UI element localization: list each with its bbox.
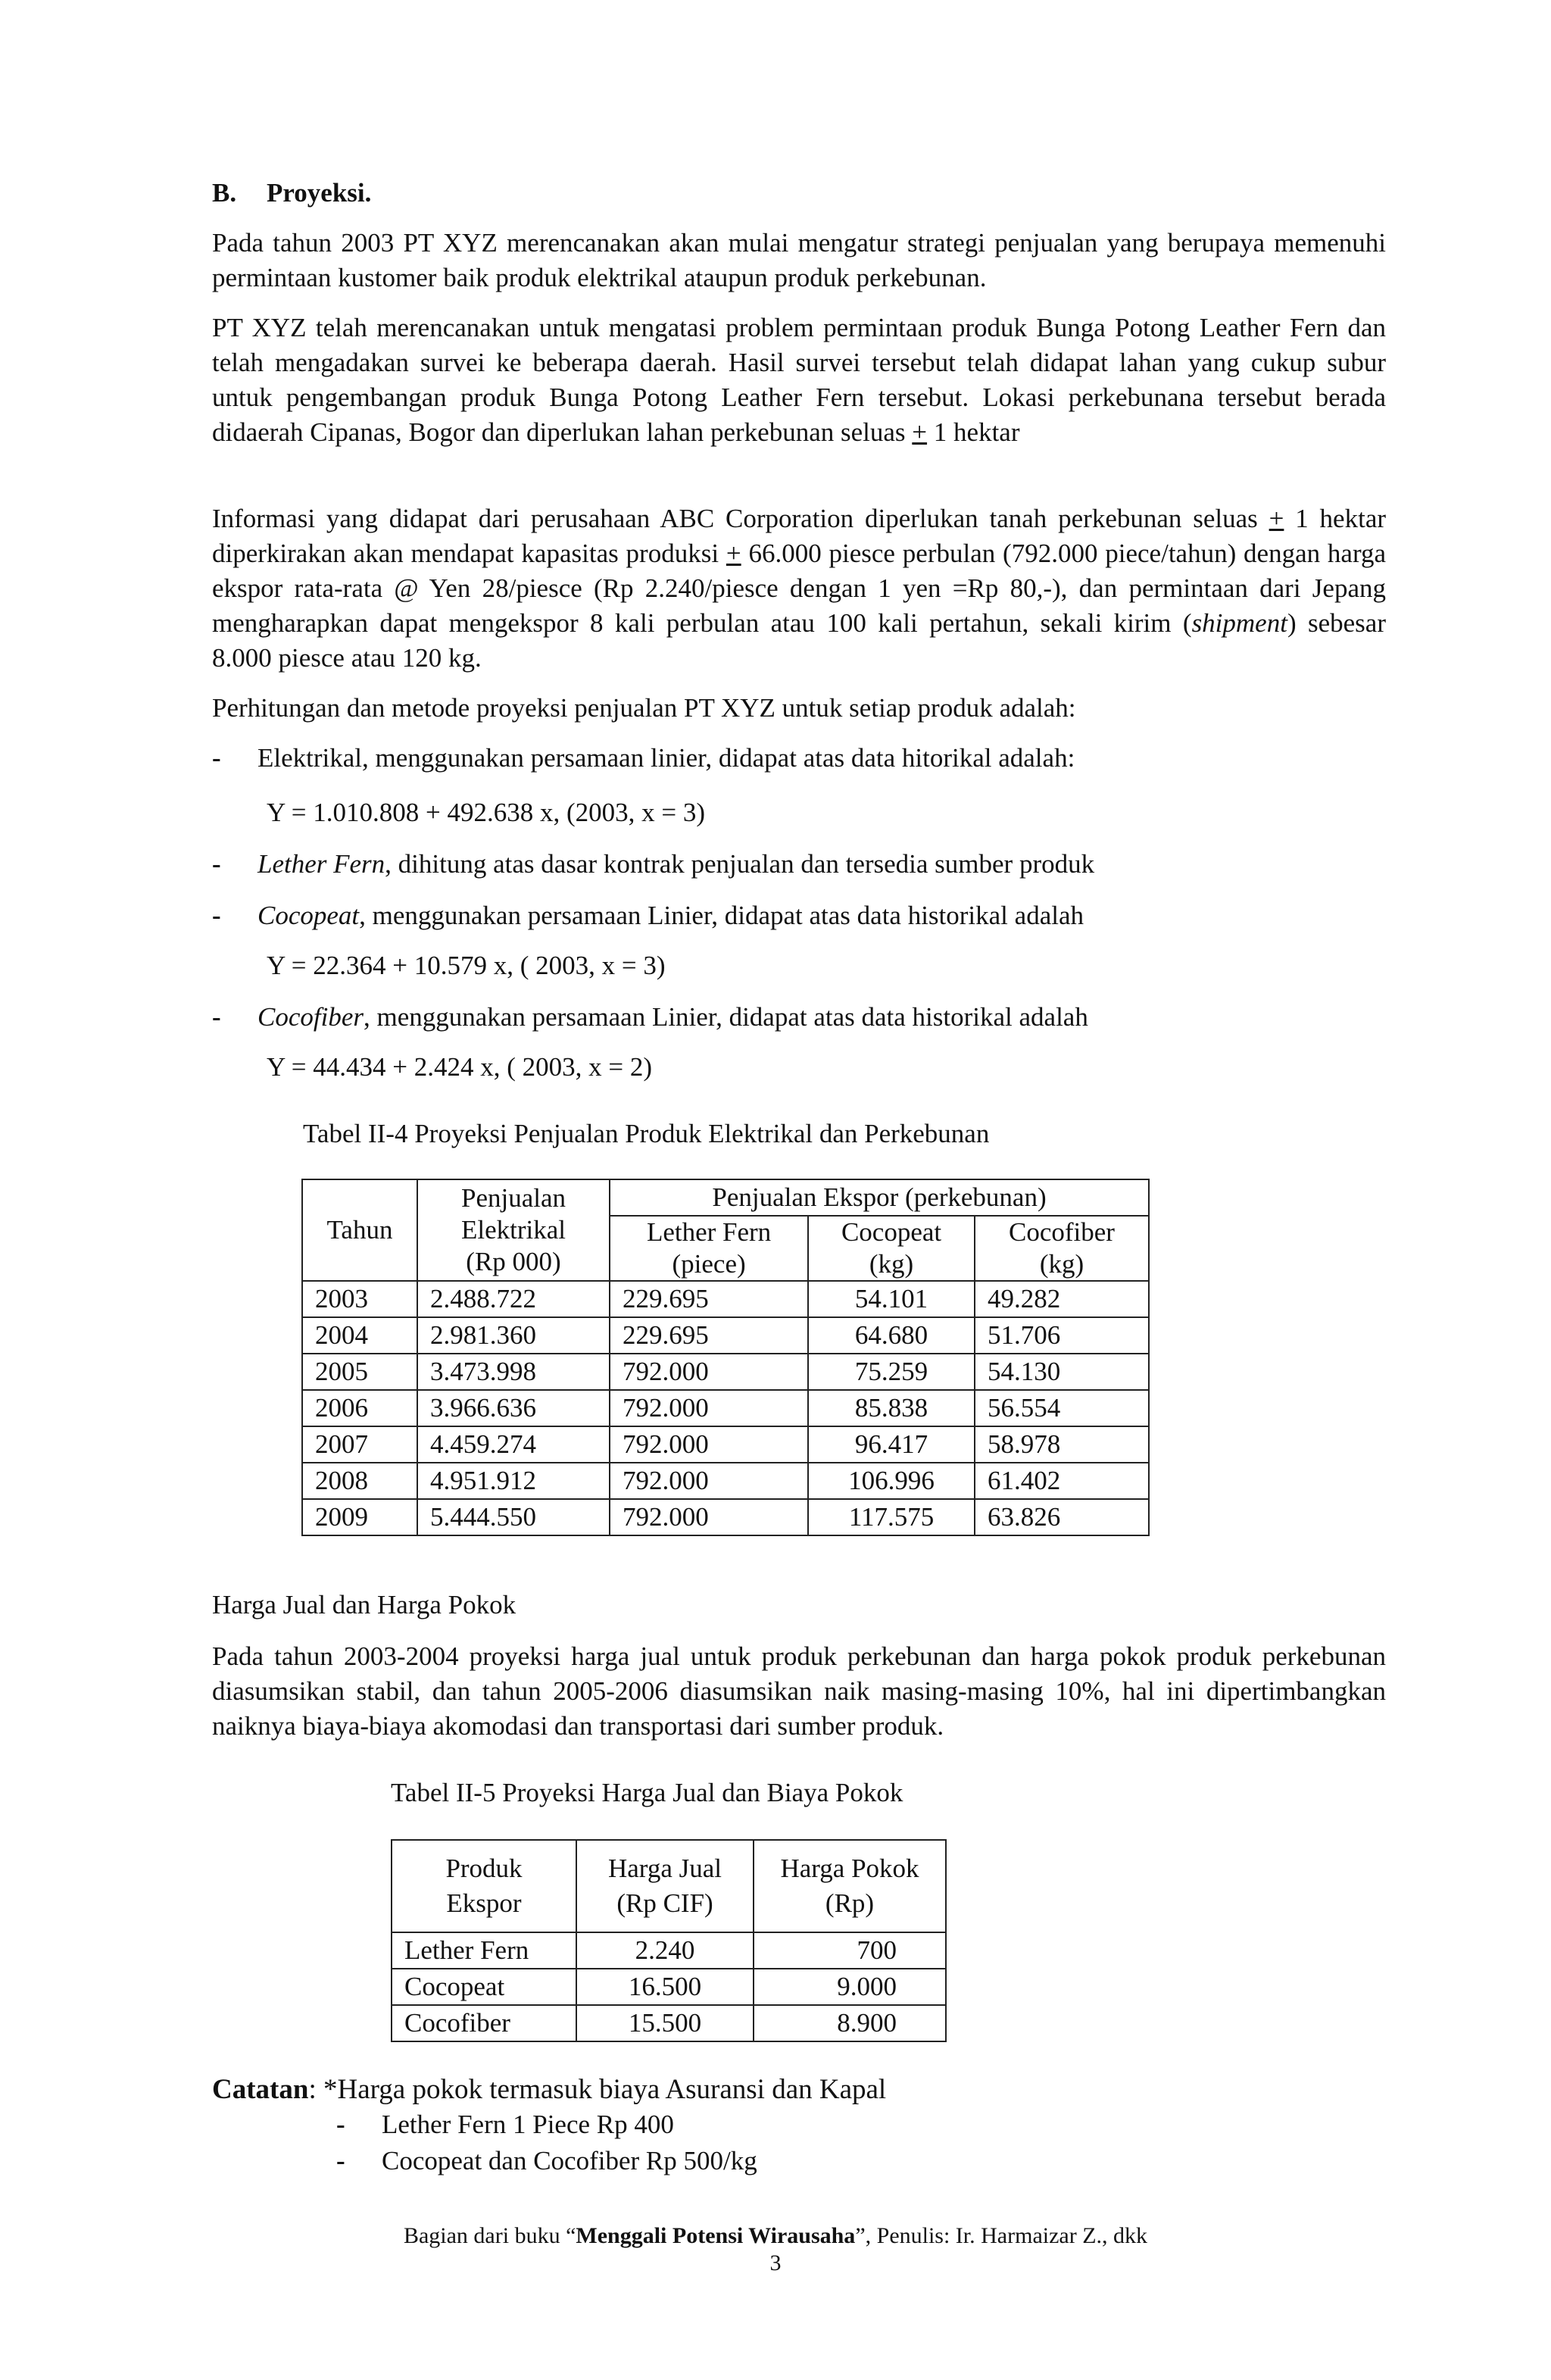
table-row: 2005 3.473.998 792.000 75.259 54.130 (302, 1354, 1149, 1390)
table5-caption: Tabel II-5 Proyeksi Harga Jual dan Biaya Pokok (391, 1778, 903, 1807)
header-harga-jual: Harga Jual (Rp CIF) (576, 1840, 754, 1932)
bullet-elektrikal: - Elektrikal, menggunakan persamaan linier, didapat atas data hitorikal adalah: (212, 743, 1075, 773)
equation-cocopeat: Y = 22.364 + 10.579 x, ( 2003, x = 3) (267, 951, 666, 980)
table-row: 2008 4.951.912 792.000 106.996 61.402 (302, 1463, 1149, 1499)
header-ekspor: Penjualan Ekspor (perkebunan) (610, 1179, 1149, 1216)
page-footer: Bagian dari buku “Menggali Potensi Wirausaha”, Penulis: Ir. Harmaizar Z., dkk 3 (0, 2222, 1551, 2277)
table-row: Cocofiber 15.500 8.900 (392, 2005, 946, 2041)
table-row: 2003 2.488.722 229.695 54.101 49.282 (302, 1281, 1149, 1317)
note-item-2: - Cocopeat dan Cocofiber Rp 500/kg (336, 2146, 757, 2175)
table-row: 2009 5.444.550 792.000 117.575 63.826 (302, 1499, 1149, 1535)
note-line: Catatan: *Harga pokok termasuk biaya Asuransi dan Kapal (212, 2074, 887, 2105)
bullet-cocofiber: - Cocofiber, menggunakan persamaan Linier, didapat atas data historikal adalah (212, 1002, 1088, 1032)
section2-title: Harga Jual dan Harga Pokok (212, 1590, 516, 1619)
table-row: Lether Fern 2.240 700 (392, 1932, 946, 1969)
section-number: B. (212, 178, 237, 208)
paragraph-4: Perhitungan dan metode proyeksi penjualan PT XYZ untuk setiap produk adalah: (212, 693, 1076, 723)
header-lether-fern: Lether Fern (piece) (610, 1216, 808, 1281)
note-item-1: - Lether Fern 1 Piece Rp 400 (336, 2110, 674, 2139)
plus-minus-sign: + (912, 417, 928, 447)
paragraph-2: PT XYZ telah merencanakan untuk mengatasi problem permintaan produk Bunga Potong Leather Fern dan telah mengadakan survei ke beberapa daerah. Hasil survei tersebut telah didapat lahan yang cukup subur untuk pengembangan produk Bunga Potong Leather Fern tersebut. Lokasi perkebunana tersebut berada didaerah Cipanas, Bogor dan diperlukan lahan perkebunan seluas + 1 hektar (212, 313, 1386, 447)
note-label: Catatan (212, 2074, 309, 2105)
paragraph-1: Pada tahun 2003 PT XYZ merencanakan akan mulai mengatur strategi penjualan yang berupaya memenuhi permintaan kustomer baik produk elektrikal ataupun produk perkebunan. (212, 228, 1386, 292)
bullet-lether-fern: - Lether Fern, dihitung atas dasar kontrak penjualan dan tersedia sumber produk (212, 849, 1095, 879)
table-row: 2007 4.459.274 792.000 96.417 58.978 (302, 1426, 1149, 1463)
plus-minus-sign: + (1269, 504, 1284, 533)
section-heading (212, 176, 1386, 211)
header-produk: Produk Ekspor (392, 1840, 576, 1932)
header-cocofiber: Cocofiber (kg) (975, 1216, 1149, 1281)
table-row: 2006 3.966.636 792.000 85.838 56.554 (302, 1390, 1149, 1426)
table-row: 2004 2.981.360 229.695 64.680 51.706 (302, 1317, 1149, 1354)
paragraph-3: Informasi yang didapat dari perusahaan ABC Corporation diperlukan tanah perkebunan seluas + 1 hektar diperkirakan akan mendapat kapasitas produksi + 66.000 piesce perbulan (792.000 piece/tahun) dengan harga ekspor rata-rata @ Yen 28/piesce (Rp 2.240/piesce dengan 1 yen =Rp 80,-), dan permintaan dari Jepang mengharapkan dapat mengekspor 8 kali perbulan atau 100 kali pertahun, sekali kirim (shipment) sebesar 8.000 piesce atau 120 kg. (212, 504, 1387, 673)
book-title: Menggali Potensi Wirausaha (576, 2223, 856, 2248)
bullet-cocopeat: - Cocopeat, menggunakan persamaan Linier, didapat atas data historikal adalah (212, 901, 1084, 930)
price-projection-table (391, 1839, 947, 2042)
shipment-term: shipment (1191, 608, 1287, 638)
equation-elektrikal: Y = 1.010.808 + 492.638 x, (2003, x = 3) (267, 798, 706, 827)
header-tahun: Tahun (302, 1179, 417, 1281)
sales-projection-table (301, 1179, 1150, 1536)
header-harga-pokok: Harga Pokok (Rp) (754, 1840, 946, 1932)
header-elektrikal: Penjualan Elektrikal (Rp 000) (417, 1179, 610, 1281)
header-cocopeat: Cocopeat (kg) (808, 1216, 975, 1281)
plus-minus-sign: + (726, 539, 741, 568)
equation-cocofiber: Y = 44.434 + 2.424 x, ( 2003, x = 2) (267, 1052, 653, 1082)
page-number: 3 (769, 2250, 782, 2275)
section2-paragraph: Pada tahun 2003-2004 proyeksi harga jual untuk produk perkebunan dan harga pokok produk perkebunan diasumsikan stabil, dan tahun 2005-2006 diasumsikan naik masing-masing 10%, hal ini dipertimbangkan naiknya biaya-biaya akomodasi dan transportasi dari sumber produk. (212, 1641, 1386, 1741)
section-title: Proyeksi. (267, 178, 372, 208)
table-row: Cocopeat 16.500 9.000 (392, 1969, 946, 2005)
table4-caption: Tabel II-4 Proyeksi Penjualan Produk Elektrikal dan Perkebunan (303, 1119, 990, 1148)
